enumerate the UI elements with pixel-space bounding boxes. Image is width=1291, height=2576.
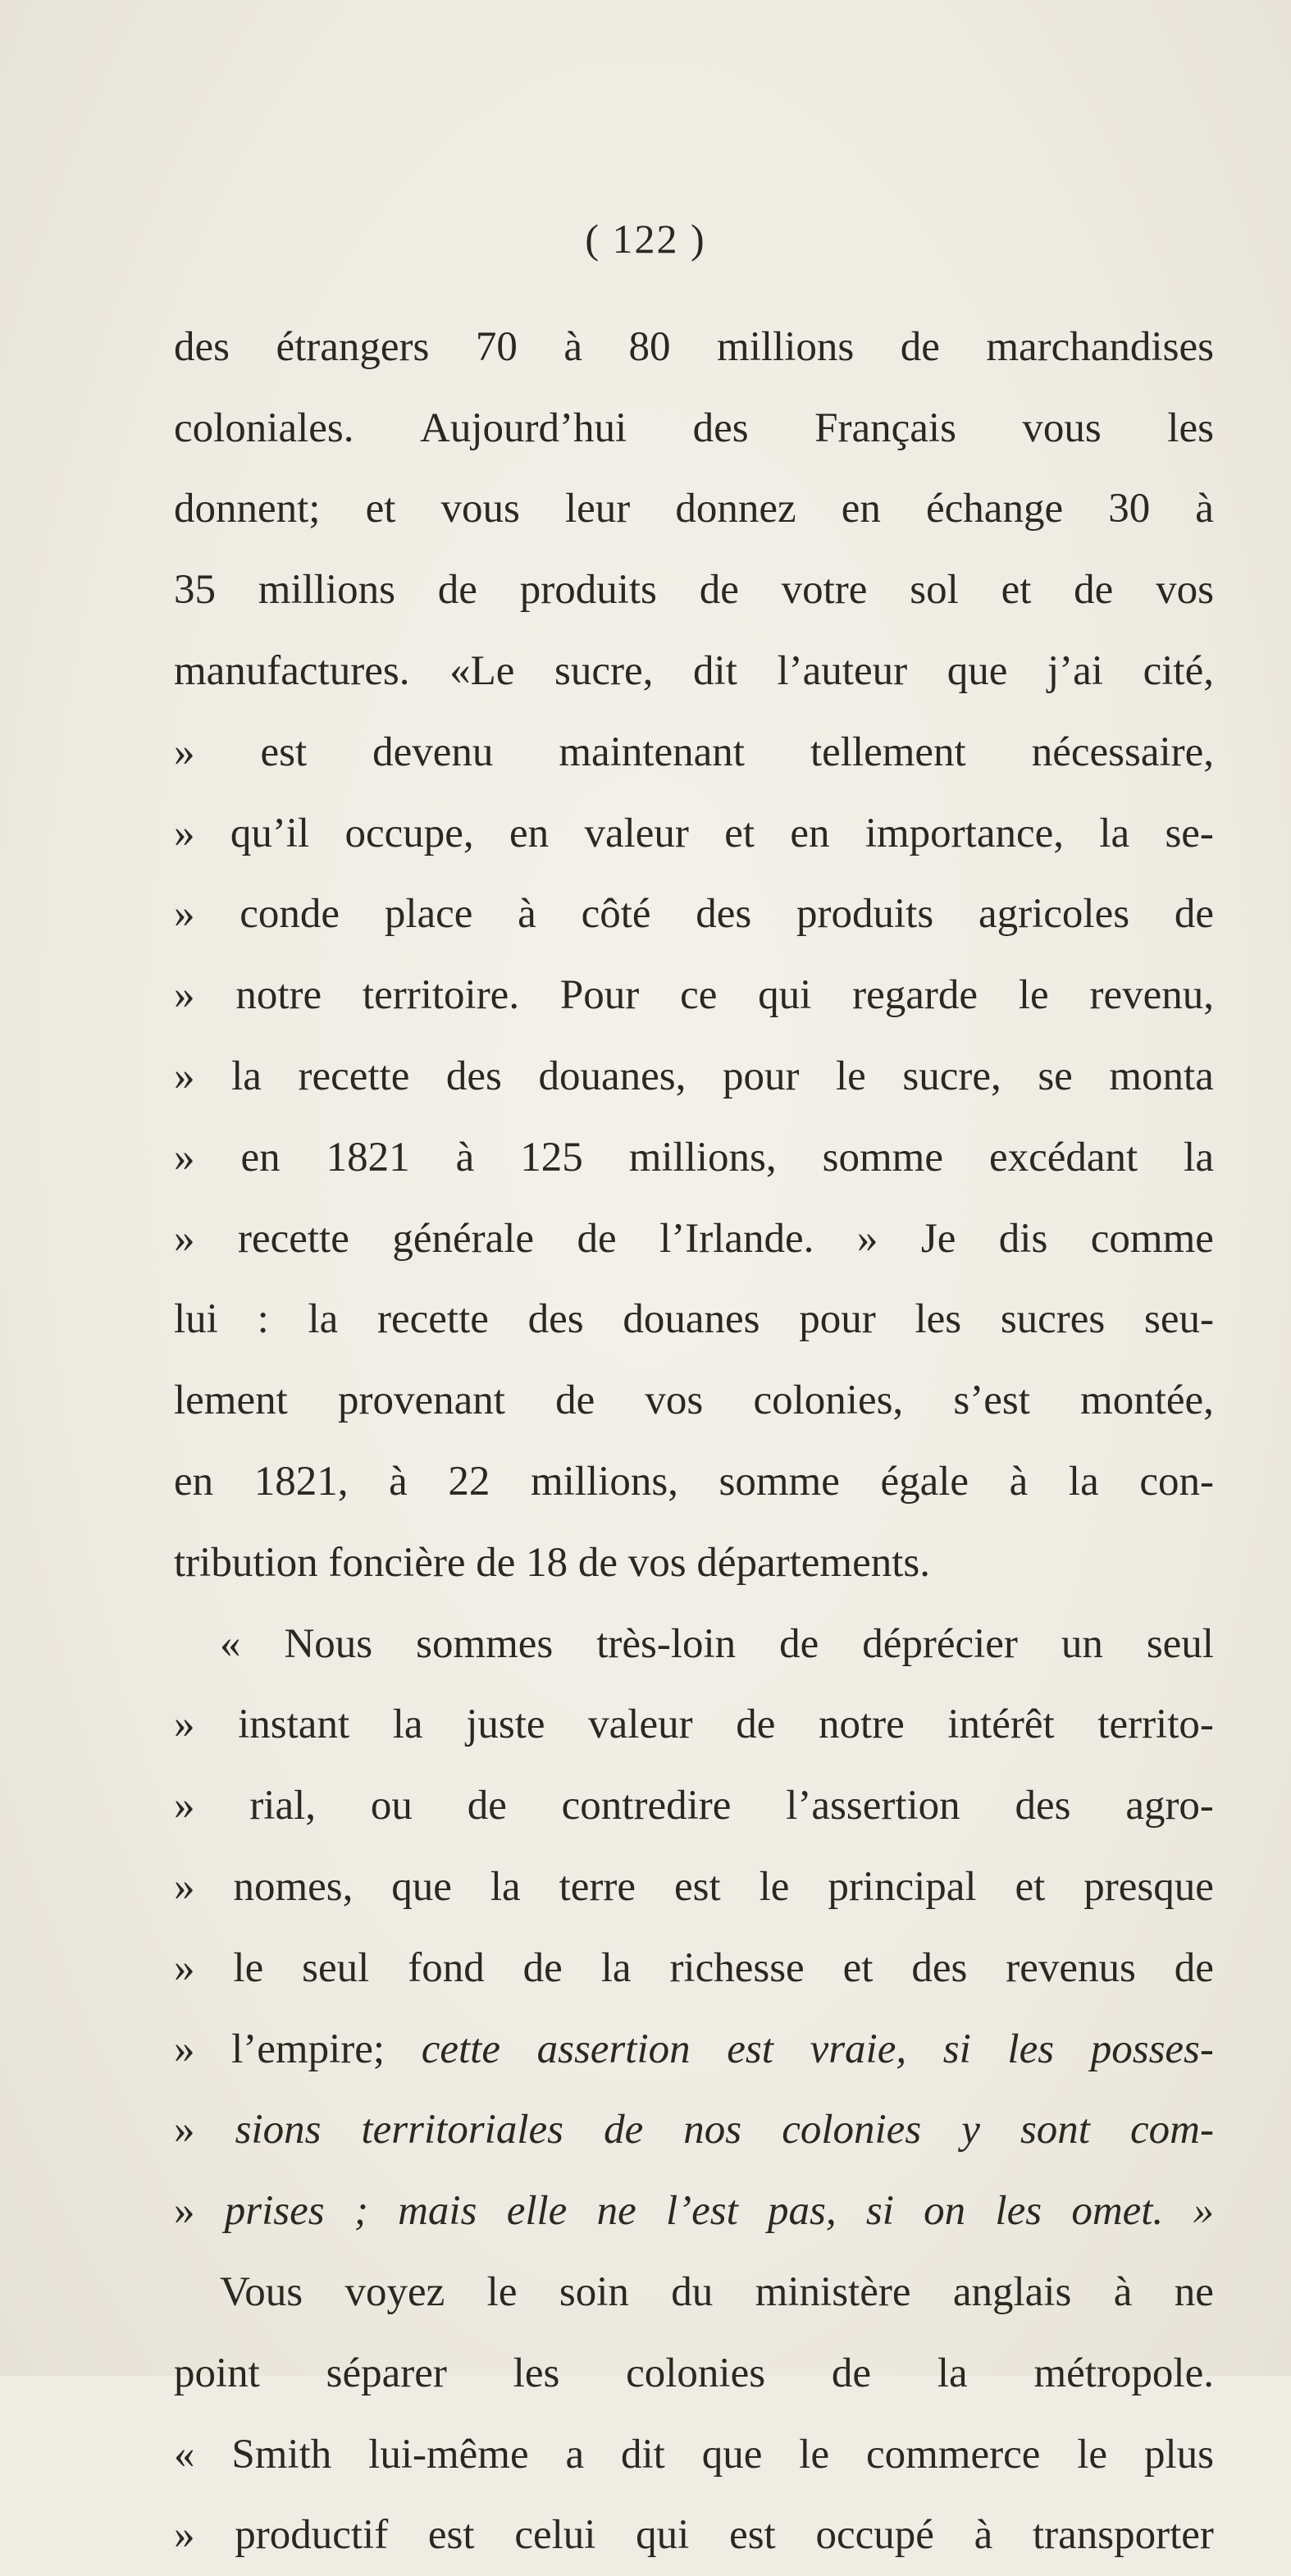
word: de <box>577 1539 618 1586</box>
word: des <box>696 891 752 938</box>
word: des <box>174 323 230 370</box>
word: le <box>799 2431 830 2478</box>
word: à <box>1113 2269 1133 2316</box>
word: sions <box>235 2107 322 2154</box>
word: qu’il <box>230 810 310 856</box>
word: 30 <box>1108 486 1151 532</box>
word: » <box>174 1215 195 1262</box>
word: en <box>240 1134 281 1181</box>
text-line <box>174 469 1214 550</box>
word: commerce <box>865 2431 1041 2478</box>
word: des <box>911 1944 968 1991</box>
text-line <box>174 2090 1214 2172</box>
word: de <box>577 1215 617 1262</box>
word: anglais <box>952 2269 1072 2316</box>
text-line <box>174 955 1214 1036</box>
word: agricoles <box>978 891 1130 938</box>
word: très-loin <box>596 1620 737 1667</box>
word: que <box>391 1864 452 1911</box>
word: contredire <box>561 1783 732 1829</box>
word: vos <box>1156 567 1214 614</box>
word: recette <box>298 1053 410 1100</box>
word: colonies <box>782 2107 922 2154</box>
word: départements. <box>696 1539 930 1586</box>
text-line <box>174 1441 1214 1523</box>
word: la <box>1099 810 1130 856</box>
word: cette <box>421 2026 500 2072</box>
word: de <box>831 2350 872 2396</box>
word: vraie, <box>810 2026 907 2072</box>
word: les <box>1007 2026 1055 2072</box>
word: regarde <box>852 972 979 1019</box>
word: manufactures. <box>174 648 410 695</box>
word: 70 <box>475 323 518 370</box>
word: agro- <box>1125 1783 1214 1829</box>
word: si <box>942 2026 971 2072</box>
word: Je <box>920 1215 956 1262</box>
word: à <box>563 323 583 370</box>
word: l’auteur <box>777 648 908 695</box>
text-line <box>174 550 1214 631</box>
word: douanes <box>623 1296 760 1343</box>
word: Vous <box>220 2269 303 2316</box>
word: la <box>308 1296 339 1343</box>
word: conde <box>239 891 340 938</box>
word: de <box>699 567 739 614</box>
word: con- <box>1139 1459 1214 1505</box>
word: en <box>509 810 550 856</box>
word: » <box>1193 2188 1214 2235</box>
word: » <box>174 972 195 1019</box>
word: presque <box>1083 1864 1214 1911</box>
word: à <box>455 1134 475 1181</box>
word: l’est <box>665 2188 738 2235</box>
word: produits <box>519 567 657 614</box>
word: donnez <box>675 486 796 532</box>
word: assertion <box>536 2026 691 2072</box>
word: mais <box>398 2188 477 2235</box>
word: qui <box>636 2512 690 2559</box>
word: en <box>174 1459 214 1505</box>
word: » <box>174 1134 195 1181</box>
word: ne <box>1174 2269 1214 2316</box>
word: valeur <box>584 810 689 856</box>
word: que <box>701 2431 763 2478</box>
word: celui <box>514 2512 596 2559</box>
text-line <box>174 388 1214 469</box>
word: des <box>692 404 749 451</box>
word: nomes, <box>233 1864 354 1911</box>
page-number: ( 122 ) <box>585 216 706 262</box>
text-line <box>174 1199 1214 1280</box>
word: produits <box>796 891 934 938</box>
word: de <box>437 567 477 614</box>
word: foncière <box>328 1539 466 1586</box>
word: prises <box>224 2188 325 2235</box>
word: seul <box>302 1944 370 1991</box>
word: coloniales. <box>174 404 354 451</box>
text-line <box>174 631 1214 712</box>
word: » <box>174 1783 195 1829</box>
word: soin <box>559 2269 629 2316</box>
word: sucres <box>1000 1296 1106 1343</box>
word: «Le <box>449 648 515 695</box>
word: de <box>555 1377 595 1424</box>
word: à <box>974 2512 993 2559</box>
word: un <box>1061 1620 1103 1667</box>
word: à <box>518 891 536 938</box>
word: lement <box>174 1377 288 1424</box>
word: richesse <box>669 1944 805 1991</box>
word: et <box>724 810 755 856</box>
word: 22 <box>448 1459 490 1505</box>
word: productif <box>235 2512 389 2559</box>
word: monta <box>1109 1053 1214 1100</box>
word: Pour <box>559 972 640 1019</box>
word: le <box>233 1944 264 1991</box>
text-line <box>174 1928 1214 2009</box>
word: le <box>1077 2431 1108 2478</box>
word: de <box>522 1944 563 1991</box>
word: instant <box>238 1701 350 1748</box>
word: côté <box>581 891 651 938</box>
word: excédant <box>988 1134 1138 1181</box>
word: ne <box>596 2188 636 2235</box>
word: territoire. <box>362 972 520 1019</box>
word: marchandises <box>986 323 1214 370</box>
word: la <box>1184 1134 1214 1181</box>
word: de <box>1074 567 1114 614</box>
word: à <box>1009 1459 1029 1505</box>
word: plus <box>1143 2431 1214 2478</box>
word: » <box>174 810 195 856</box>
word: ou <box>370 1783 413 1829</box>
word: revenu, <box>1089 972 1214 1019</box>
word: la <box>1068 1459 1099 1505</box>
word: 1821 <box>326 1134 410 1181</box>
word: » <box>174 1701 195 1748</box>
word: : <box>257 1296 269 1343</box>
word: leur <box>564 486 631 532</box>
word: 125 <box>520 1134 583 1181</box>
word: revenus <box>1006 1944 1136 1991</box>
word: le <box>759 1864 790 1911</box>
word: l’assertion <box>786 1783 960 1829</box>
text-line <box>174 1360 1214 1441</box>
word: de <box>1174 891 1214 938</box>
word: Français <box>814 404 956 451</box>
text-line <box>174 1765 1214 1847</box>
word: sommes <box>416 1620 554 1667</box>
word: et <box>1015 1864 1046 1911</box>
word: terre <box>559 1864 636 1911</box>
word: les <box>915 1296 962 1343</box>
word: la <box>937 2350 968 2396</box>
word: millions, <box>628 1134 777 1181</box>
text-line <box>174 875 1214 956</box>
word: qui <box>758 972 812 1019</box>
word: notre <box>235 972 322 1019</box>
word: occupe, <box>344 810 474 856</box>
word: » <box>174 2107 195 2154</box>
text-line <box>174 1847 1214 1928</box>
word: la <box>490 1864 521 1911</box>
word: l’empire; <box>231 2026 385 2072</box>
word: recette <box>377 1296 489 1343</box>
word: valeur <box>588 1701 693 1748</box>
word: sucre, <box>554 648 654 695</box>
word: seul <box>1146 1620 1214 1667</box>
word: » <box>174 1944 195 1991</box>
word: le <box>1018 972 1049 1019</box>
text-line <box>174 1280 1214 1361</box>
word: dis <box>998 1215 1048 1262</box>
word: déprécier <box>862 1620 1018 1667</box>
word: lui <box>174 1296 218 1343</box>
word: » <box>174 1864 195 1911</box>
word: la <box>231 1053 262 1100</box>
word: fond <box>408 1944 485 1991</box>
word: les <box>1167 404 1214 451</box>
word: pour <box>799 1296 876 1343</box>
word: les <box>995 2188 1042 2235</box>
word: transporter <box>1033 2512 1214 2559</box>
word: l’Irlande. <box>659 1215 814 1262</box>
word: millions <box>717 323 855 370</box>
word: « <box>174 2431 195 2478</box>
text-line <box>174 1117 1214 1199</box>
word: dit <box>693 648 737 695</box>
text-line <box>174 1523 1214 1604</box>
word: » <box>174 891 195 938</box>
word: » <box>174 2188 195 2235</box>
text-line <box>174 2171 1214 2252</box>
word: de <box>604 2107 644 2154</box>
word: notre <box>818 1701 905 1748</box>
text-line <box>174 712 1214 793</box>
word: le <box>486 2269 518 2316</box>
word: tellement <box>810 728 966 775</box>
word: place <box>384 891 473 938</box>
word: » <box>856 1215 878 1262</box>
word: voyez <box>344 2269 445 2316</box>
word: de <box>779 1620 819 1667</box>
word: Nous <box>284 1620 373 1667</box>
word: est <box>427 2512 475 2559</box>
word: nécessaire, <box>1031 728 1214 775</box>
word: somme <box>822 1134 943 1181</box>
word: com- <box>1130 2107 1214 2154</box>
word: « <box>220 1620 241 1667</box>
word: on <box>924 2188 966 2235</box>
word: y <box>961 2107 980 2154</box>
word: en <box>841 486 881 532</box>
word: douanes, <box>538 1053 687 1100</box>
word: métropole. <box>1033 2350 1214 2396</box>
word: vos <box>645 1377 704 1424</box>
word: de <box>467 1783 507 1829</box>
word: » <box>174 2026 195 2072</box>
word: 1821, <box>253 1459 349 1505</box>
word: pour <box>722 1053 800 1100</box>
word: » <box>174 728 195 775</box>
text-line <box>174 2009 1214 2090</box>
word: à <box>389 1459 408 1505</box>
text-line <box>174 1685 1214 1766</box>
word: égale <box>880 1459 969 1505</box>
word: juste <box>466 1701 545 1748</box>
word: j’ai <box>1047 648 1103 695</box>
word: est <box>729 2512 776 2559</box>
word: posses- <box>1090 2026 1214 2072</box>
word: territo- <box>1097 1701 1214 1748</box>
word: somme <box>718 1459 840 1505</box>
word: seu- <box>1144 1296 1214 1343</box>
word: votre <box>781 567 868 614</box>
word: recette <box>237 1215 349 1262</box>
word: millions, <box>530 1459 678 1505</box>
word: 80 <box>628 323 671 370</box>
word: vous <box>440 486 520 532</box>
word: 35 <box>174 567 216 614</box>
word: des <box>527 1296 584 1343</box>
word: de <box>1174 1944 1214 1991</box>
word: à <box>1195 486 1214 532</box>
word: point <box>174 2350 260 2396</box>
word: montée, <box>1080 1377 1214 1424</box>
word: est <box>260 728 308 775</box>
word: Aujourd’hui <box>420 404 627 451</box>
word: le <box>836 1053 866 1100</box>
word: ministère <box>755 2269 911 2316</box>
word: et <box>842 1944 874 1991</box>
word: est <box>727 2026 773 2072</box>
text-line <box>174 307 1214 388</box>
word: vous <box>1022 404 1102 451</box>
text-line <box>174 793 1214 875</box>
word: omet. <box>1071 2188 1164 2235</box>
word: occupé <box>815 2512 934 2559</box>
word: rial, <box>249 1783 317 1829</box>
word: importance, <box>864 810 1064 856</box>
word: du <box>671 2269 714 2316</box>
word: les <box>513 2350 560 2396</box>
word: millions <box>258 567 395 614</box>
word: que <box>947 648 1008 695</box>
text-line <box>174 1036 1214 1117</box>
word: provenant <box>337 1377 505 1424</box>
word: 18 <box>526 1539 568 1586</box>
word: sont <box>1020 2107 1090 2154</box>
word: » <box>174 1053 195 1100</box>
word: sol <box>910 567 959 614</box>
word: est <box>673 1864 721 1911</box>
word: colonies <box>626 2350 766 2396</box>
word: des <box>1015 1783 1071 1829</box>
text-line <box>174 2333 1214 2414</box>
text-line <box>174 2414 1214 2496</box>
word: des <box>445 1053 502 1100</box>
word: pas, <box>768 2188 837 2235</box>
word: tribution <box>174 1539 318 1586</box>
word: cité, <box>1143 648 1214 695</box>
word: comme <box>1090 1215 1214 1262</box>
word: se- <box>1165 810 1214 856</box>
word: dit <box>621 2431 665 2478</box>
word: principal <box>828 1864 977 1911</box>
word: ; <box>354 2188 368 2235</box>
word: en <box>790 810 830 856</box>
text-line <box>174 2496 1214 2576</box>
word: intérêt <box>947 1701 1055 1748</box>
word: » <box>174 2512 195 2559</box>
body-text <box>174 307 1214 2576</box>
word: de <box>900 323 940 370</box>
word: et <box>1001 567 1032 614</box>
word: si <box>865 2188 894 2235</box>
word: de <box>736 1701 776 1748</box>
word: devenu <box>372 728 494 775</box>
word: générale <box>392 1215 535 1262</box>
word: nos <box>683 2107 742 2154</box>
word: séparer <box>326 2350 447 2396</box>
word: maintenant <box>559 728 745 775</box>
text-line <box>174 1604 1214 1685</box>
word: territoriales <box>361 2107 564 2154</box>
word: s’est <box>953 1377 1030 1424</box>
word: échange <box>926 486 1064 532</box>
word: colonies, <box>753 1377 904 1424</box>
word: elle <box>506 2188 568 2235</box>
word: Smith <box>231 2431 332 2478</box>
word: étrangers <box>276 323 430 370</box>
word: et <box>365 486 396 532</box>
text-line <box>174 2252 1214 2333</box>
word: la <box>392 1701 423 1748</box>
word: sucre, <box>902 1053 1001 1100</box>
word: la <box>600 1944 632 1991</box>
word: de <box>476 1539 516 1586</box>
word: ce <box>680 972 718 1019</box>
word: a <box>565 2431 585 2478</box>
word: lui-même <box>368 2431 529 2478</box>
word: donnent; <box>174 486 321 532</box>
word: se <box>1038 1053 1073 1100</box>
word: vos <box>627 1539 687 1586</box>
